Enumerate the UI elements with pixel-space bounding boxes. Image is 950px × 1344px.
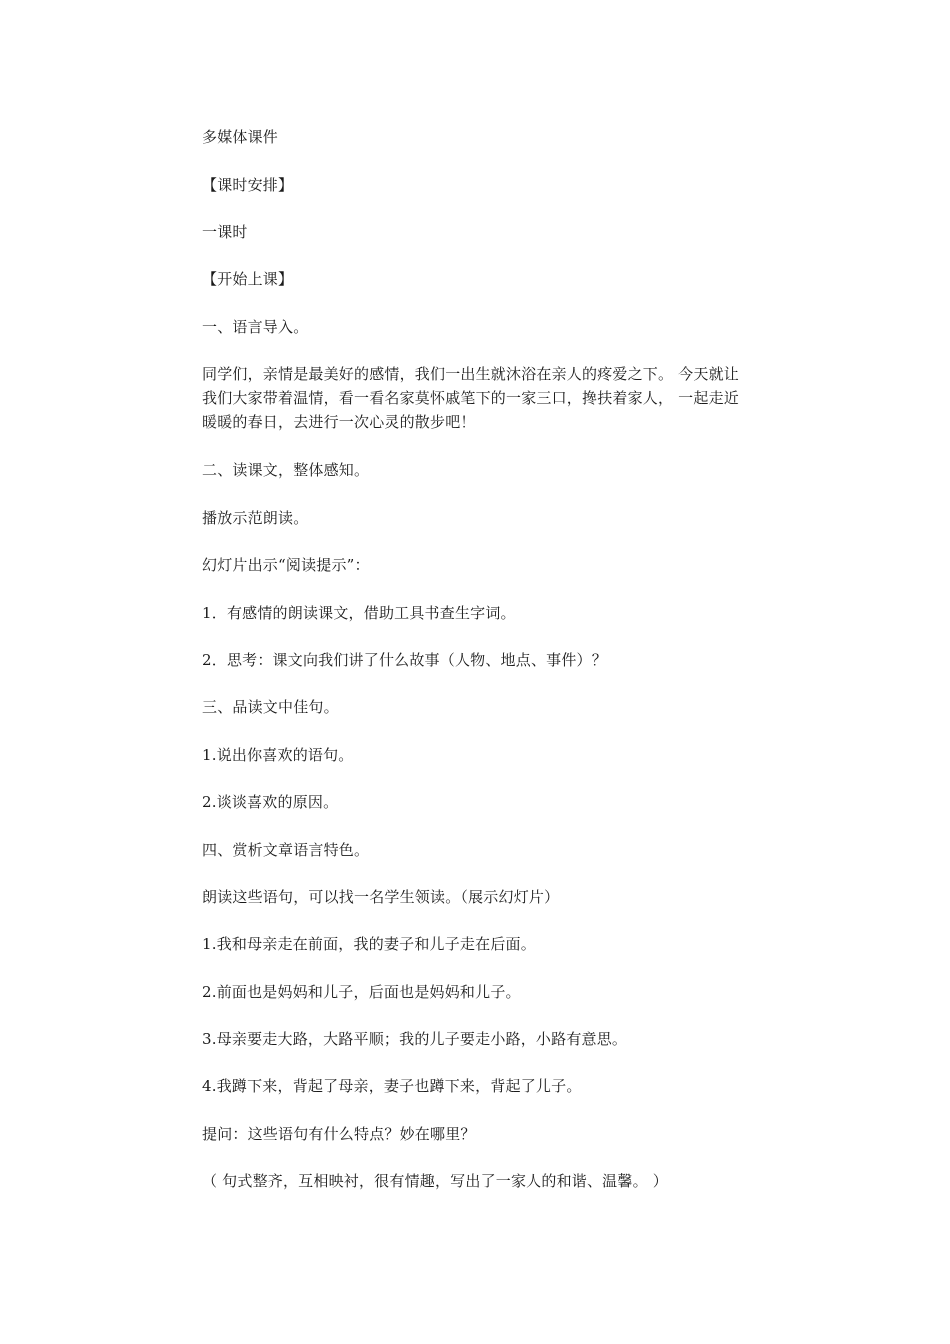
section3-title: 三、品读文中佳句。	[202, 698, 339, 716]
section4-answer: （ 句式整齐，互相映衬，很有情趣，写出了一家人的和谐、温馨。 ）	[202, 1172, 668, 1190]
section3-item1: 1.说出你喜欢的语句。	[202, 746, 354, 764]
section4-title: 四、赏析文章语言特色。	[202, 841, 370, 859]
section4-sentence1: 1.我和母亲走在前面，我的妻子和儿子走在后面。	[202, 935, 536, 953]
section1-body-line: 我们大家带着温情，看一看名家莫怀戚笔下的一家三口，搀扶着家人， 一起走近	[202, 389, 739, 407]
section4-sentence2: 2.前面也是妈妈和儿子，后面也是妈妈和儿子。	[202, 983, 521, 1001]
section4-intro: 朗读这些语句，可以找一名学生领读。（展示幻灯片）	[202, 888, 560, 906]
section2-tip1: 1．有感情的朗读课文，借助工具书查生字词。	[202, 604, 516, 622]
document-heading: 多媒体课件	[202, 128, 279, 146]
schedule-value: 一课时	[202, 223, 248, 241]
section2-tip2: 2．思考：课文向我们讲了什么故事（人物、地点、事件）？	[202, 651, 607, 669]
section2-title: 二、读课文，整体感知。	[202, 461, 370, 479]
section1-body-line: 同学们，亲情是最美好的感情，我们一出生就沐浴在亲人的疼爱之下。 今天就让	[202, 365, 739, 383]
start-label: 【开始上课】	[202, 270, 294, 288]
schedule-label: 【课时安排】	[202, 176, 294, 194]
section4-sentence4: 4.我蹲下来，背起了母亲，妻子也蹲下来，背起了儿子。	[202, 1077, 582, 1095]
section3-item2: 2.谈谈喜欢的原因。	[202, 793, 339, 811]
section2-step1: 播放示范朗读。	[202, 509, 309, 527]
section2-step2: 幻灯片出示“阅读提示”：	[202, 556, 370, 574]
section1-body-line: 暖暖的春日，去进行一次心灵的散步吧！	[202, 413, 476, 431]
section4-sentence3: 3.母亲要走大路，大路平顺；我的儿子要走小路，小路有意思。	[202, 1030, 628, 1048]
section1-body	[202, 362, 802, 434]
section4-question: 提问：这些语句有什么特点？妙在哪里？	[202, 1125, 476, 1143]
section1-title: 一、语言导入。	[202, 318, 309, 336]
